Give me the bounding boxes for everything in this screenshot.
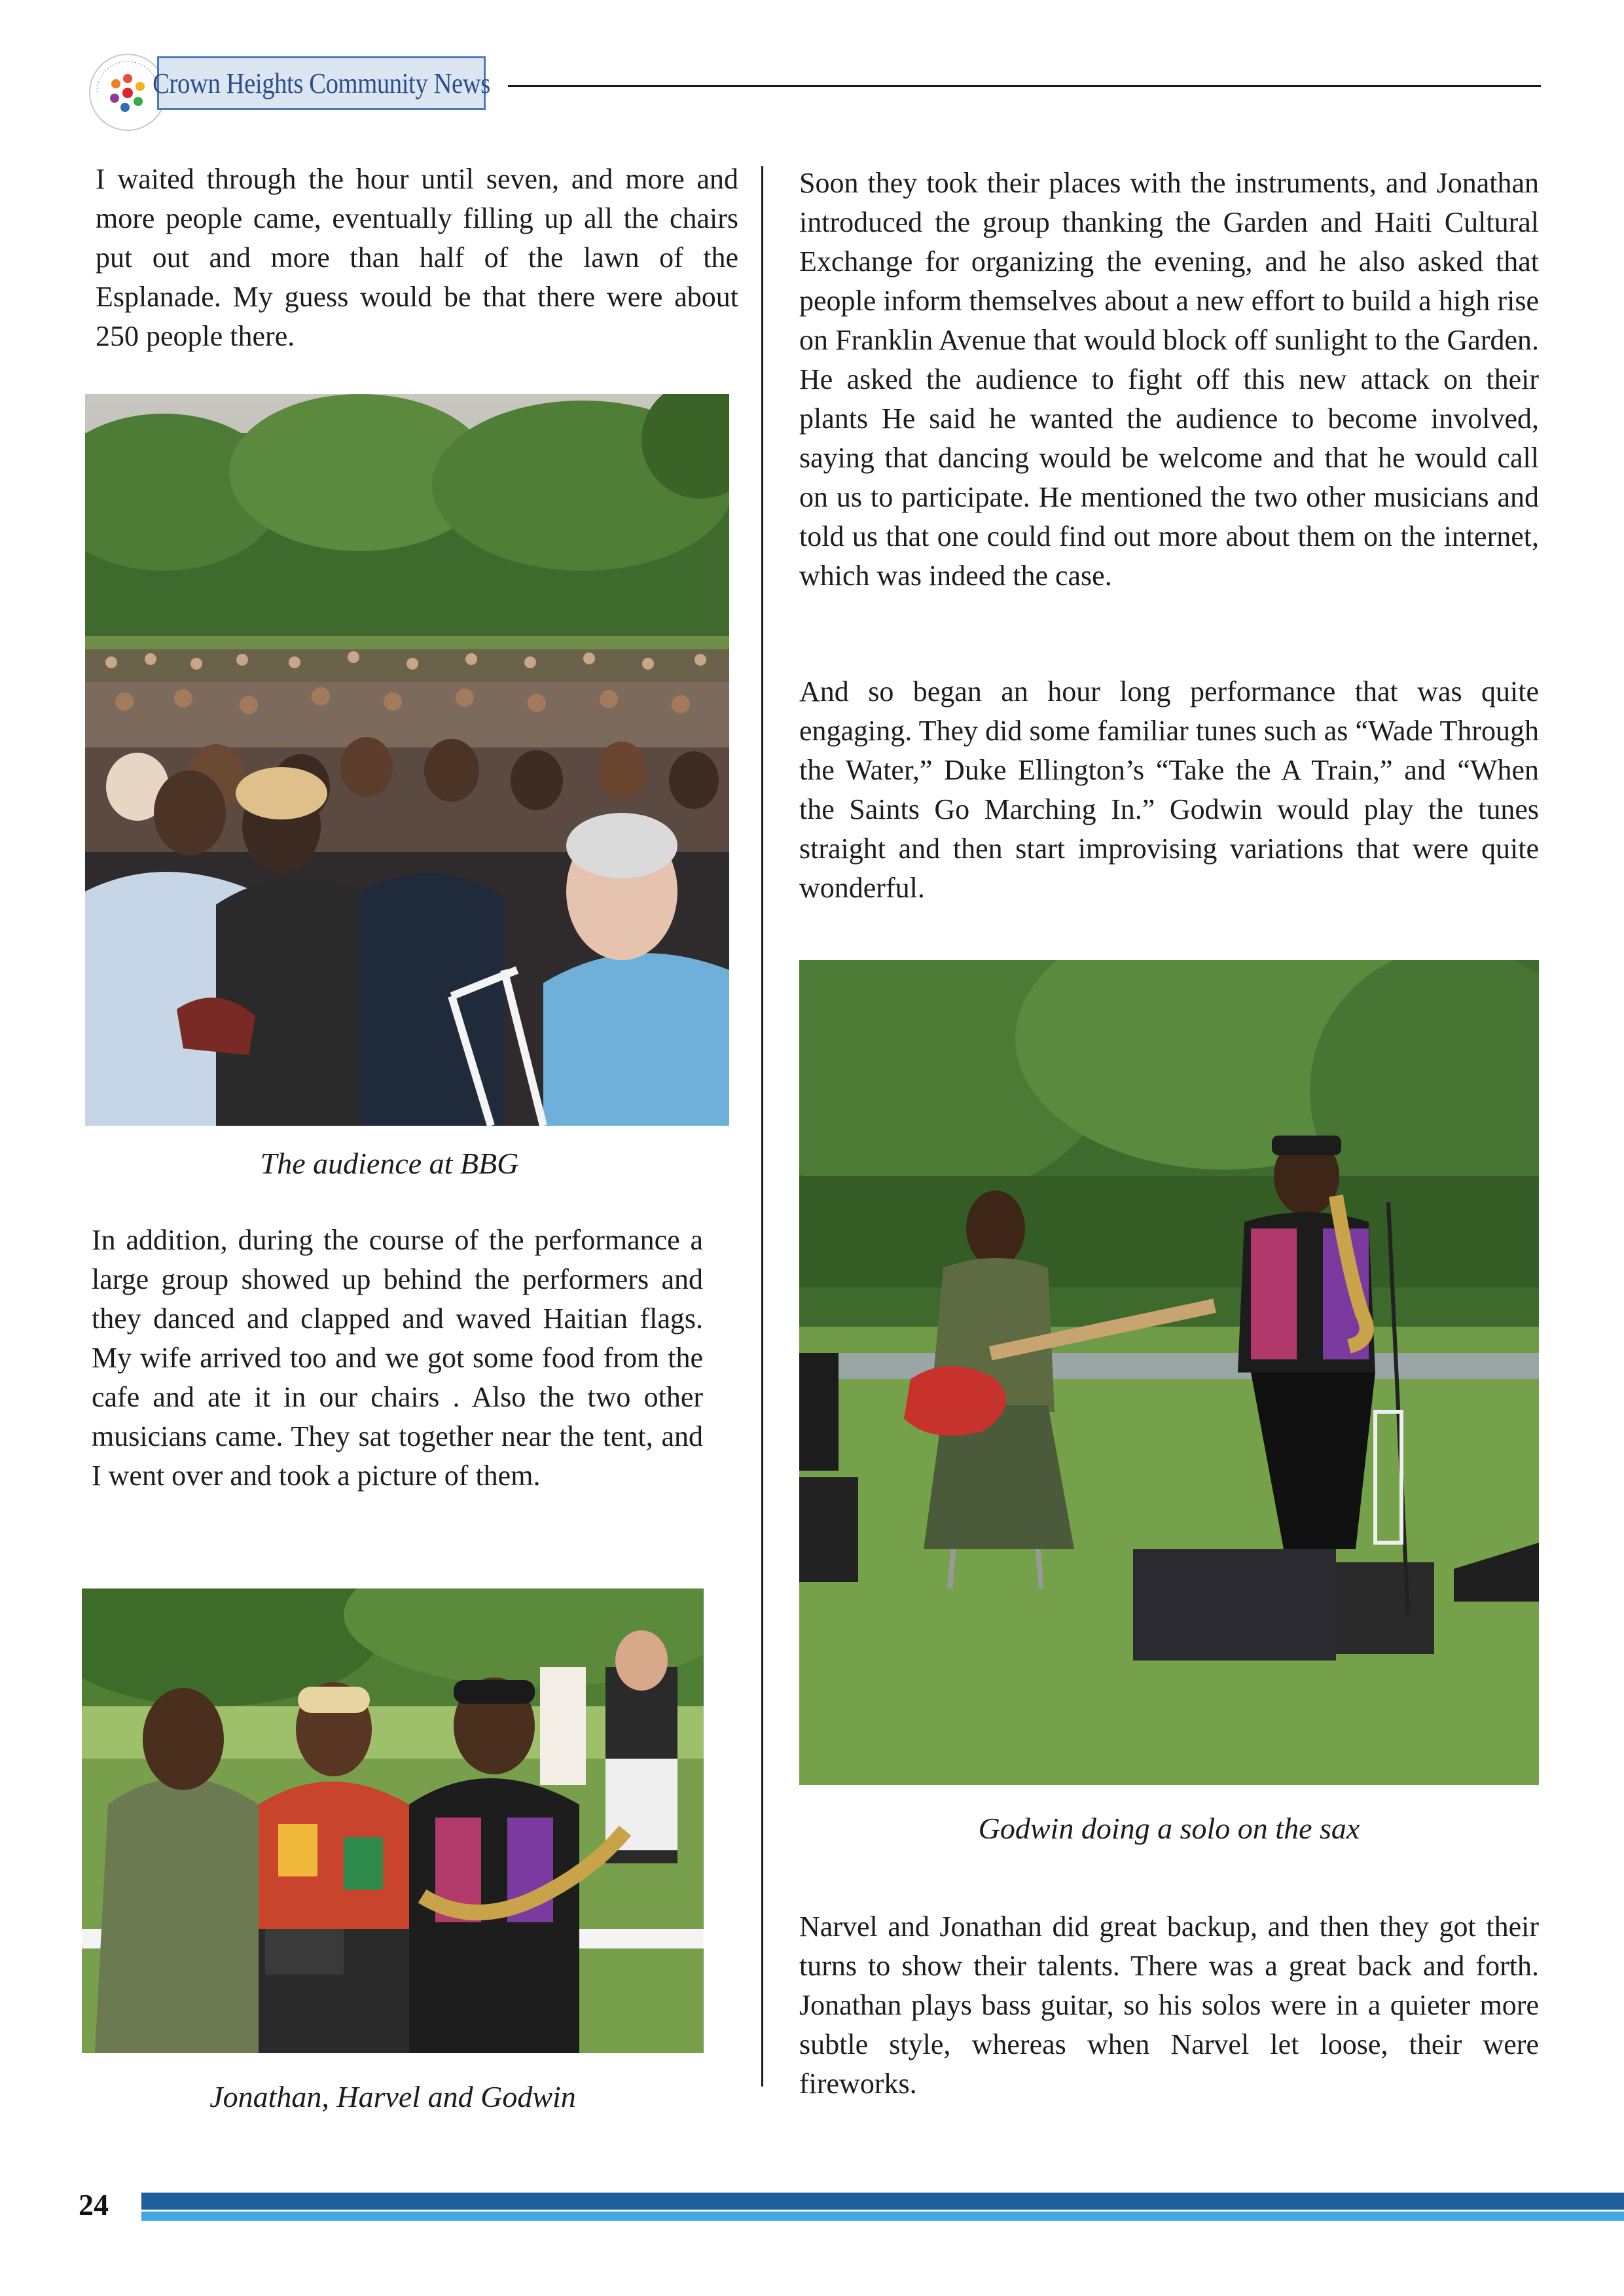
- sax-solo-photo: [799, 960, 1539, 1785]
- paragraph-text: Narvel and Jonathan did great backup, and then they got their turns to show their talents. There was a great back and forth. Jonathan plays bass guitar, so his solos were in a quieter more subtle style, whereas when Narvel let loose, their were fireworks.: [799, 1910, 1539, 2100]
- paragraph-text: In addition, during the course of the performance a large group showed up behind the performers and they danced and clapped and waved Haitian flags. My wife arrived too and we got some food from the cafe and ate it in our chairs . Also the two other musicians came. They sat together near the tent, and I went over and took a picture of them.: [92, 1224, 703, 1492]
- masthead-banner: [153, 56, 490, 110]
- paragraph-text: And so began an hour long performance that was quite engaging. They did some familiar tunes such as “Wade Through the Water,” Duke Ellington’s “Take the A Train,” and “When the Saints Go Marching In.” Godwin would play the tunes straight and then start improvising variations that were quite wonderful.: [799, 675, 1539, 904]
- left-paragraph-1: [96, 160, 738, 356]
- right-paragraph-2: [799, 672, 1539, 908]
- sax-solo-caption: Godwin doing a solo on the sax: [978, 1812, 1360, 1845]
- header-rule: [508, 85, 1541, 87]
- right-paragraph-3: [799, 1907, 1539, 2104]
- audience-photo-caption: The audience at BBG: [260, 1147, 519, 1180]
- footer-bar: [141, 2193, 1624, 2210]
- audience-photo: [85, 394, 729, 1126]
- three-musicians-photo: [82, 1588, 704, 2053]
- publication-title: Crown Heights Community News: [153, 67, 490, 99]
- right-paragraph-1: [799, 164, 1539, 596]
- paragraph-text: I waited through the hour until seven, and more and more people came, eventually filling up all the chairs put out and more than half of the lawn of the Esplanade. My guess would be that there were about 250 people there.: [96, 163, 738, 352]
- left-paragraph-2: [92, 1221, 703, 1496]
- paragraph-text: Soon they took their places with the instruments, and Jonathan introduced the group thanking the Garden and Haiti Cultural Exchange for organizing the evening, and he also asked that people inform themselves about a new effort to build a high rise on Franklin Avenue that would block off sunlight to the Garden. He asked the audience to fight off this new attack on their plants He said he wanted the audience to become involved, saying that dancing would be welcome and that he would call on us to participate. He mentioned the two other musicians and told us that one could find out more about them on the internet, which was indeed the case.: [799, 167, 1539, 592]
- page-number: 24: [79, 2188, 109, 2221]
- footer-bar-accent: [141, 2212, 1624, 2221]
- column-divider: [761, 166, 763, 2087]
- three-musicians-caption: Jonathan, Harvel and Godwin: [209, 2080, 576, 2113]
